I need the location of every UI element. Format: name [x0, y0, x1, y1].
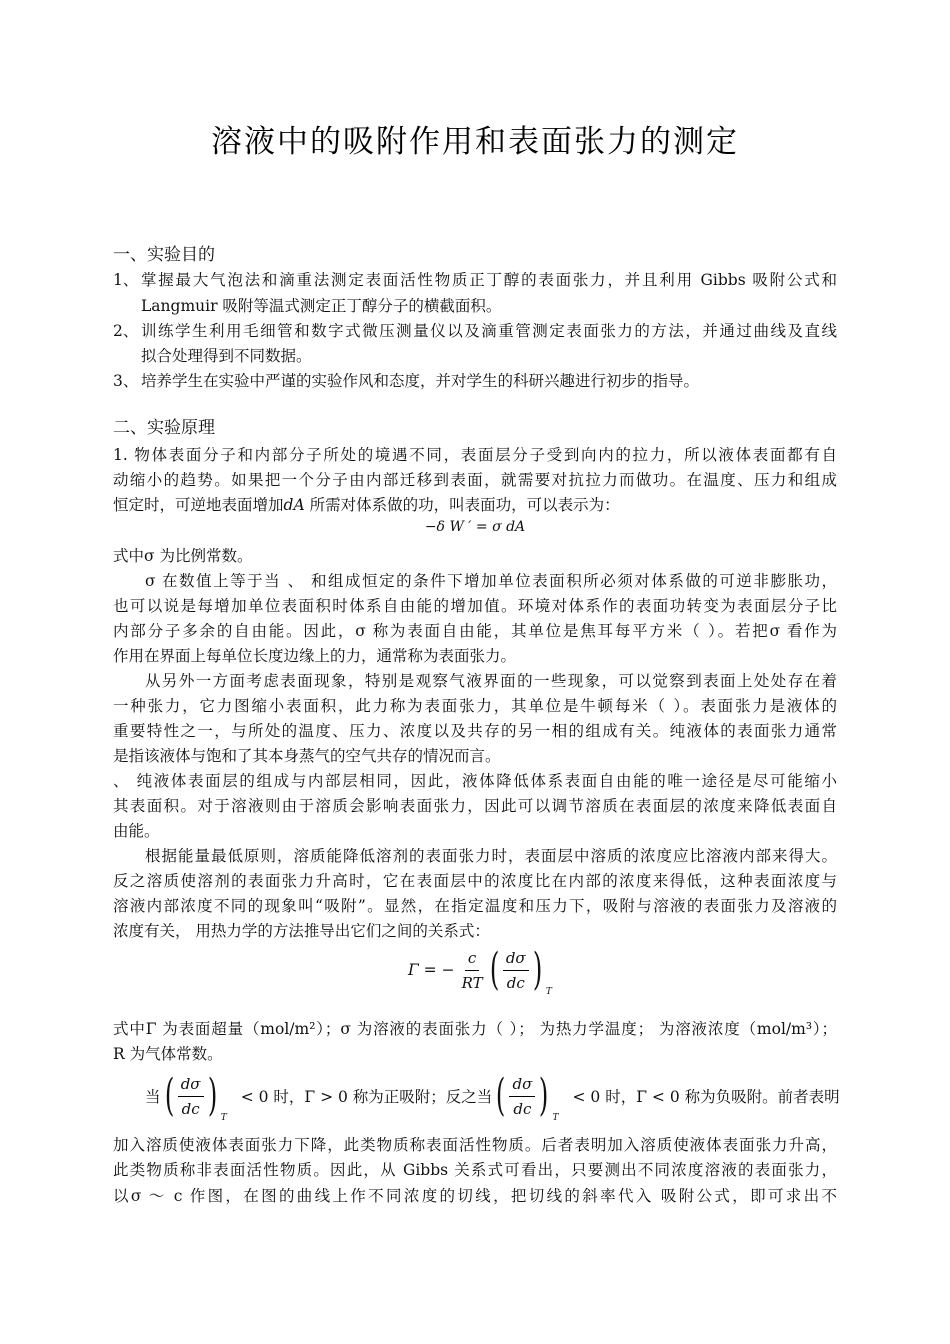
formula-surface-work: −δ W ′ = σ dA: [424, 519, 526, 535]
paragraph-line: 加入溶质使液体表面张力下降，此类物质称表面活性物质。后者表明加入溶质使液体表面张力升高，: [113, 1136, 837, 1154]
formula-gibbs: Γ = − $\frac{c}{RT}$ ( $\frac{d\sigma}{dc}$ ) T: [408, 944, 552, 997]
variable-dA: dA: [283, 496, 305, 514]
fraction-numerator: dσ: [178, 1075, 204, 1097]
paragraph-line: 由能。: [113, 822, 160, 840]
paragraph-line: 其表面积。对于溶液则由于溶质会影响表面张力，因此可以调节溶质在表面层的浓度来降低表面自: [113, 797, 837, 815]
paragraph-text: 所需对体系做的功，叫表面功，可以表示为：: [304, 496, 620, 514]
condition-prefix: 当: [145, 1088, 161, 1106]
formula-lhs: Γ = −: [408, 961, 455, 979]
fraction-dsigma-dc: [509, 1075, 535, 1118]
paragraph-line: 从另外一方面考虑表面现象，特别是观察气液界面的一些现象，可以觉察到表面上处处存在着: [145, 672, 837, 690]
fraction-dsigma-dc: [178, 1075, 204, 1118]
section-heading-principles: 二、实验原理: [113, 418, 215, 438]
paragraph-line: 根据能量最低原则，溶质能降低溶剂的表面张力时，表面层中溶质的浓度应比溶液内部来得大。: [145, 847, 837, 865]
subscript-T: T: [552, 1113, 559, 1123]
fraction-denominator: dc: [181, 1099, 200, 1118]
paragraph-line: 式中σ 为比例常数。: [113, 547, 253, 565]
fraction-c-over-RT: [459, 949, 486, 992]
paragraph-text: 恒定时，可逆地表面增加: [113, 496, 284, 514]
paragraph-line: 也可以说是每增加单位表面积时体系自由能的增加值。环境对体系作的表面功转变为表面层分子比: [113, 597, 837, 615]
paragraph-line: 溶液内部浓度不同的现象叫“吸附”。显然，在指定温度和压力下，吸附与溶液的表面张力及溶液的: [113, 897, 837, 915]
fraction-dsigma-dc: [503, 949, 529, 992]
paragraph-line: 浓度有关， 用热力学的方法推导出它们之间的关系式：: [113, 922, 490, 940]
paragraph-line: 作用在界面上每单位长度边缘上的力，通常称为表面张力。: [113, 647, 517, 665]
paragraph-line: 一种张力，它力图缩小表面积，此力称为表面张力，其单位是牛顿每米（ ）。表面张力是液体的: [113, 697, 837, 715]
list-item-number: 2、: [113, 322, 139, 340]
paragraph-line: 反之溶质使溶剂的表面张力升高时，它在表面层中的浓度比在内部的浓度来得低，这种表面浓度与: [113, 872, 837, 890]
list-item-number: 3、: [113, 372, 139, 390]
subscript-T: T: [220, 1113, 227, 1123]
paragraph-line: 以σ ～ c 作图，在图的曲线上作不同浓度的切线，把切线的斜率代入 吸附公式，即可求出不: [113, 1187, 837, 1205]
list-item-number: 1、: [113, 271, 139, 289]
subscript-T: T: [545, 987, 552, 997]
paragraph-line: 式中Γ 为表面超量（mol/m²）；σ 为溶液的表面张力（ ）； 为热力学温度； 为溶液浓度（mol/m³）；: [113, 1020, 837, 1038]
fraction-denominator: RT: [461, 973, 483, 992]
paragraph-line: 是指该液体与饱和了其本身蒸气的空气共存的情况而言。: [113, 747, 501, 765]
list-item-text: Langmuir 吸附等温式测定正丁醇分子的横截面积。: [141, 297, 502, 315]
paragraph-line: 动缩小的趋势。如果把一个分子由内部迁移到表面，就需要对抗拉力而做功。在温度、压力和组成: [113, 471, 837, 489]
fraction-denominator: dc: [513, 1099, 532, 1118]
paragraph-line: σ 在数值上等于当 、 和组成恒定的条件下增加单位表面积所必须对体系做的可逆非膨胀功，: [145, 572, 837, 590]
paragraph-line: 此类物质称非表面活性物质。因此，从 Gibbs 关系式可看出，只要测出不同浓度溶液的表面张力，: [113, 1161, 837, 1179]
fraction-numerator: c: [465, 949, 479, 971]
list-item-text: 拟合处理得到不同数据。: [141, 347, 312, 365]
page-title: 溶液中的吸附作用和表面张力的测定: [211, 124, 739, 160]
paragraph-line: 、 纯液体表面层的组成与内部层相同，因此，液体降低体系表面自由能的唯一途径是尽可能缩小: [113, 772, 837, 790]
condition-line: 当 ( $\frac{d\sigma}{dc}$ ) T < 0 时，Γ > 0 称为正吸附；反之当 ( $\frac{d\sigma}{dc}$ ) T < 0 时，Γ < 0 称为负吸附。前者表明: [145, 1070, 840, 1123]
list-item-text: 培养学生在实验中严谨的实验作风和态度，并对学生的科研兴趣进行初步的指导。: [141, 372, 700, 390]
paragraph-line: [113, 493, 620, 515]
condition-text: < 0 时，Γ < 0 称为负吸附。前者表明: [572, 1088, 840, 1106]
section-heading-objectives: 一、实验目的: [113, 245, 215, 265]
list-item-text: 训练学生利用毛细管和数字式微压测量仪以及滴重管测定表面张力的方法，并通过曲线及直线: [141, 322, 837, 340]
paragraph-line: R 为气体常数。: [113, 1045, 223, 1063]
fraction-numerator: dσ: [503, 949, 529, 971]
paragraph-line: 重要特性之一，与所处的温度、压力、浓度以及共存的另一相的组成有关。纯液体的表面张力通常: [113, 722, 837, 740]
paragraph-line: 内部分子多余的自由能。因此，σ 称为表面自由能，其单位是焦耳每平方米（ ）。若把σ 看作为: [113, 622, 837, 640]
list-item-text: 掌握最大气泡法和滴重法测定表面活性物质正丁醇的表面张力，并且利用 Gibbs 吸附公式和: [141, 271, 837, 289]
fraction-denominator: dc: [506, 973, 525, 992]
condition-text: < 0 时，Γ > 0 称为正吸附；反之当: [240, 1088, 493, 1106]
fraction-numerator: dσ: [509, 1075, 535, 1097]
paragraph-line: 1. 物体表面分子和内部分子所处的境遇不同，表面层分子受到向内的拉力，所以液体表面都有自: [113, 446, 837, 464]
